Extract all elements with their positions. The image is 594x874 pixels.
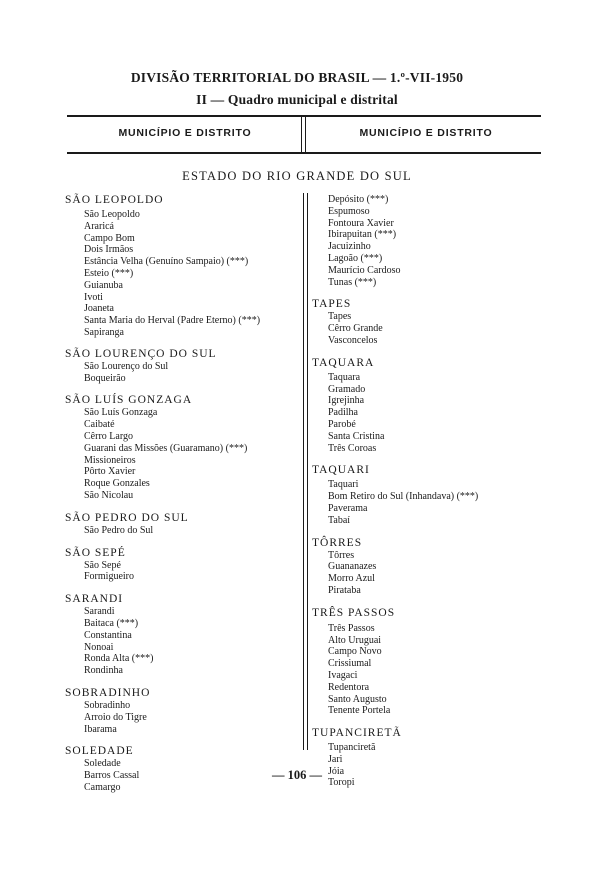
municipality-group	[65, 687, 295, 735]
municipality-group	[312, 194, 542, 288]
district-item: Ivoti	[84, 291, 103, 303]
district-item: Ibirapuitan (***)	[328, 229, 397, 241]
district-item: Nonoai	[84, 641, 114, 653]
page-subtitle: II — Quadro municipal e distrital	[196, 92, 398, 107]
district-item: Maurício Cardoso	[328, 264, 401, 276]
district-item: Missioneiros	[84, 454, 136, 466]
district-item: Caibaté	[84, 419, 115, 431]
district-item: Paverama	[328, 502, 368, 514]
district-item: Santo Augusto	[328, 693, 387, 705]
district-list	[65, 361, 295, 385]
page-title: DIVISÃO TERRITORIAL DO BRASIL — 1.º-VII-1950	[130, 70, 464, 85]
district-list	[65, 700, 295, 735]
municipality-group	[312, 537, 542, 597]
district-item: Tupanciretã	[328, 742, 376, 754]
municipality-group	[65, 194, 295, 339]
district-item: Vasconcelos	[328, 334, 378, 346]
district-item: Taquara	[328, 371, 361, 383]
district-item: São Lourenço do Sul	[84, 360, 169, 372]
municipality-name: SOBRADINHO	[65, 686, 151, 699]
district-item: São Leopoldo	[84, 209, 140, 220]
district-item: Dois Irmãos	[84, 244, 134, 256]
municipality-name: TAQUARA	[312, 356, 375, 369]
district-item: Guarani das Missões (Guaramano) (***)	[84, 442, 248, 454]
district-item: Tenente Portela	[328, 705, 391, 717]
column-divider	[303, 193, 304, 750]
municipality-name: SÃO SEPÉ	[65, 546, 126, 559]
table-header-rule	[67, 152, 541, 154]
district-item: Soledade	[84, 758, 121, 770]
district-item: Estância Velha (Genuíno Sampaio) (***)	[84, 256, 249, 268]
district-item: Araricá	[84, 220, 114, 232]
district-list	[312, 311, 542, 346]
table-top-rule	[67, 115, 541, 117]
municipality-group	[312, 607, 542, 717]
district-item: Redentora	[328, 681, 370, 693]
district-list	[65, 560, 295, 584]
district-list	[312, 620, 542, 717]
district-item: Igrejinha	[328, 395, 365, 407]
district-item: Campo Novo	[328, 646, 382, 658]
header-divider	[301, 117, 302, 152]
district-item: Taquari	[328, 479, 359, 491]
page-number: — 106 —	[272, 768, 322, 782]
state-heading: ESTADO DO RIO GRANDE DO SUL	[182, 169, 412, 183]
district-list	[312, 477, 542, 526]
municipality-name: TAPES	[312, 298, 352, 311]
municipality-name: SÃO LUÍS GONZAGA	[65, 394, 193, 407]
district-list	[65, 407, 295, 501]
municipality-name: SÃO PEDRO DO SUL	[65, 511, 189, 524]
district-item: Pôrto Xavier	[84, 466, 136, 478]
district-item: Santa Cristina	[328, 430, 385, 442]
municipality-group	[65, 394, 295, 501]
district-item: Sapiranga	[84, 326, 124, 338]
district-item: Fontoura Xavier	[328, 217, 394, 229]
column-header-left: MUNICÍPIO E DISTRITO	[118, 127, 252, 139]
district-item: Camargo	[84, 781, 121, 793]
district-item: Ronda Alta (***)	[84, 653, 154, 665]
district-item: Rondinha	[84, 665, 123, 677]
district-item: Morro Azul	[328, 573, 375, 585]
municipality-name: SOLEDADE	[65, 745, 134, 758]
municipality-name: TAQUARI	[312, 464, 370, 477]
district-list	[65, 525, 295, 537]
district-item: Lagoão (***)	[328, 252, 383, 264]
municipality-name: SÃO LEOPOLDO	[65, 194, 164, 206]
district-item: Padilha	[328, 407, 358, 419]
district-item: Parobé	[328, 418, 356, 430]
district-item: Tapes	[328, 311, 352, 323]
district-item: Sobradinho	[84, 699, 131, 711]
district-item: São Pedro do Sul	[84, 524, 154, 536]
district-list	[312, 370, 542, 455]
district-item: Cêrro Grande	[328, 323, 383, 335]
column-divider	[307, 193, 308, 750]
district-item: Campo Bom	[84, 232, 135, 244]
district-item: Formigueiro	[84, 571, 134, 583]
header-divider	[305, 117, 306, 152]
municipality-group	[65, 512, 295, 537]
district-item: Barros Cassal	[84, 770, 140, 782]
district-item: Jóia	[328, 765, 345, 777]
district-item: Três Passos	[328, 622, 375, 634]
municipality-name: TÔRRES	[312, 536, 363, 549]
district-item: Baitaca (***)	[84, 617, 139, 629]
district-item: Crissiumal	[328, 658, 372, 670]
municipality-group	[65, 348, 295, 385]
district-item: Santa Maria do Herval (Padre Eterno) (***)	[84, 315, 261, 327]
left-column	[65, 194, 295, 804]
district-item: São Sepé	[84, 559, 121, 571]
district-item: Ivagaci	[328, 669, 358, 681]
district-item: Ibarama	[84, 723, 117, 735]
district-item: Bom Retiro do Sul (Inhandava) (***)	[328, 491, 479, 503]
right-column	[312, 194, 542, 799]
district-item: Esteio (***)	[84, 267, 134, 279]
district-item: Constantina	[84, 629, 132, 641]
district-list	[312, 194, 542, 288]
municipality-name: SARANDI	[65, 593, 124, 606]
district-item: Boqueirão	[84, 372, 126, 384]
district-item: São Luís Gonzaga	[84, 407, 158, 419]
district-item: Três Coroas	[328, 442, 377, 454]
district-item: Cêrro Largo	[84, 430, 133, 442]
district-item: Jacuizinho	[328, 241, 371, 253]
column-header-right: MUNICÍPIO E DISTRITO	[359, 127, 493, 139]
district-item: Arroio do Tigre	[84, 711, 147, 723]
district-item: Espumoso	[328, 205, 370, 217]
district-item: Joaneta	[84, 303, 114, 315]
district-list	[65, 207, 295, 339]
district-item: Roque Gonzales	[84, 478, 150, 490]
district-item: Alto Uruguai	[328, 634, 382, 646]
district-item: Tôrres	[328, 549, 355, 561]
district-item: Sarandi	[84, 606, 115, 618]
district-item: Gramado	[328, 383, 366, 395]
district-item: Toropi	[328, 777, 355, 789]
district-item: Tunas (***)	[328, 276, 377, 288]
municipality-group	[312, 298, 542, 346]
district-item: Guianuba	[84, 279, 123, 291]
municipality-group	[65, 593, 295, 677]
district-list	[65, 606, 295, 677]
district-item: Tabaí	[328, 514, 351, 526]
district-list	[312, 550, 542, 597]
district-item: São Nicolau	[84, 489, 134, 501]
municipality-group	[312, 357, 542, 455]
municipality-group	[65, 547, 295, 584]
municipality-name: TRÊS PASSOS	[312, 606, 396, 619]
district-item: Pirataba	[328, 584, 361, 596]
municipality-name: SÃO LOURENÇO DO SUL	[65, 347, 217, 360]
district-item: Depósito (***)	[328, 194, 389, 205]
municipality-name: TUPANCIRETÃ	[312, 727, 402, 740]
district-item: Jari	[328, 753, 343, 765]
district-item: Guananazes	[328, 561, 377, 573]
municipality-group	[312, 464, 542, 526]
